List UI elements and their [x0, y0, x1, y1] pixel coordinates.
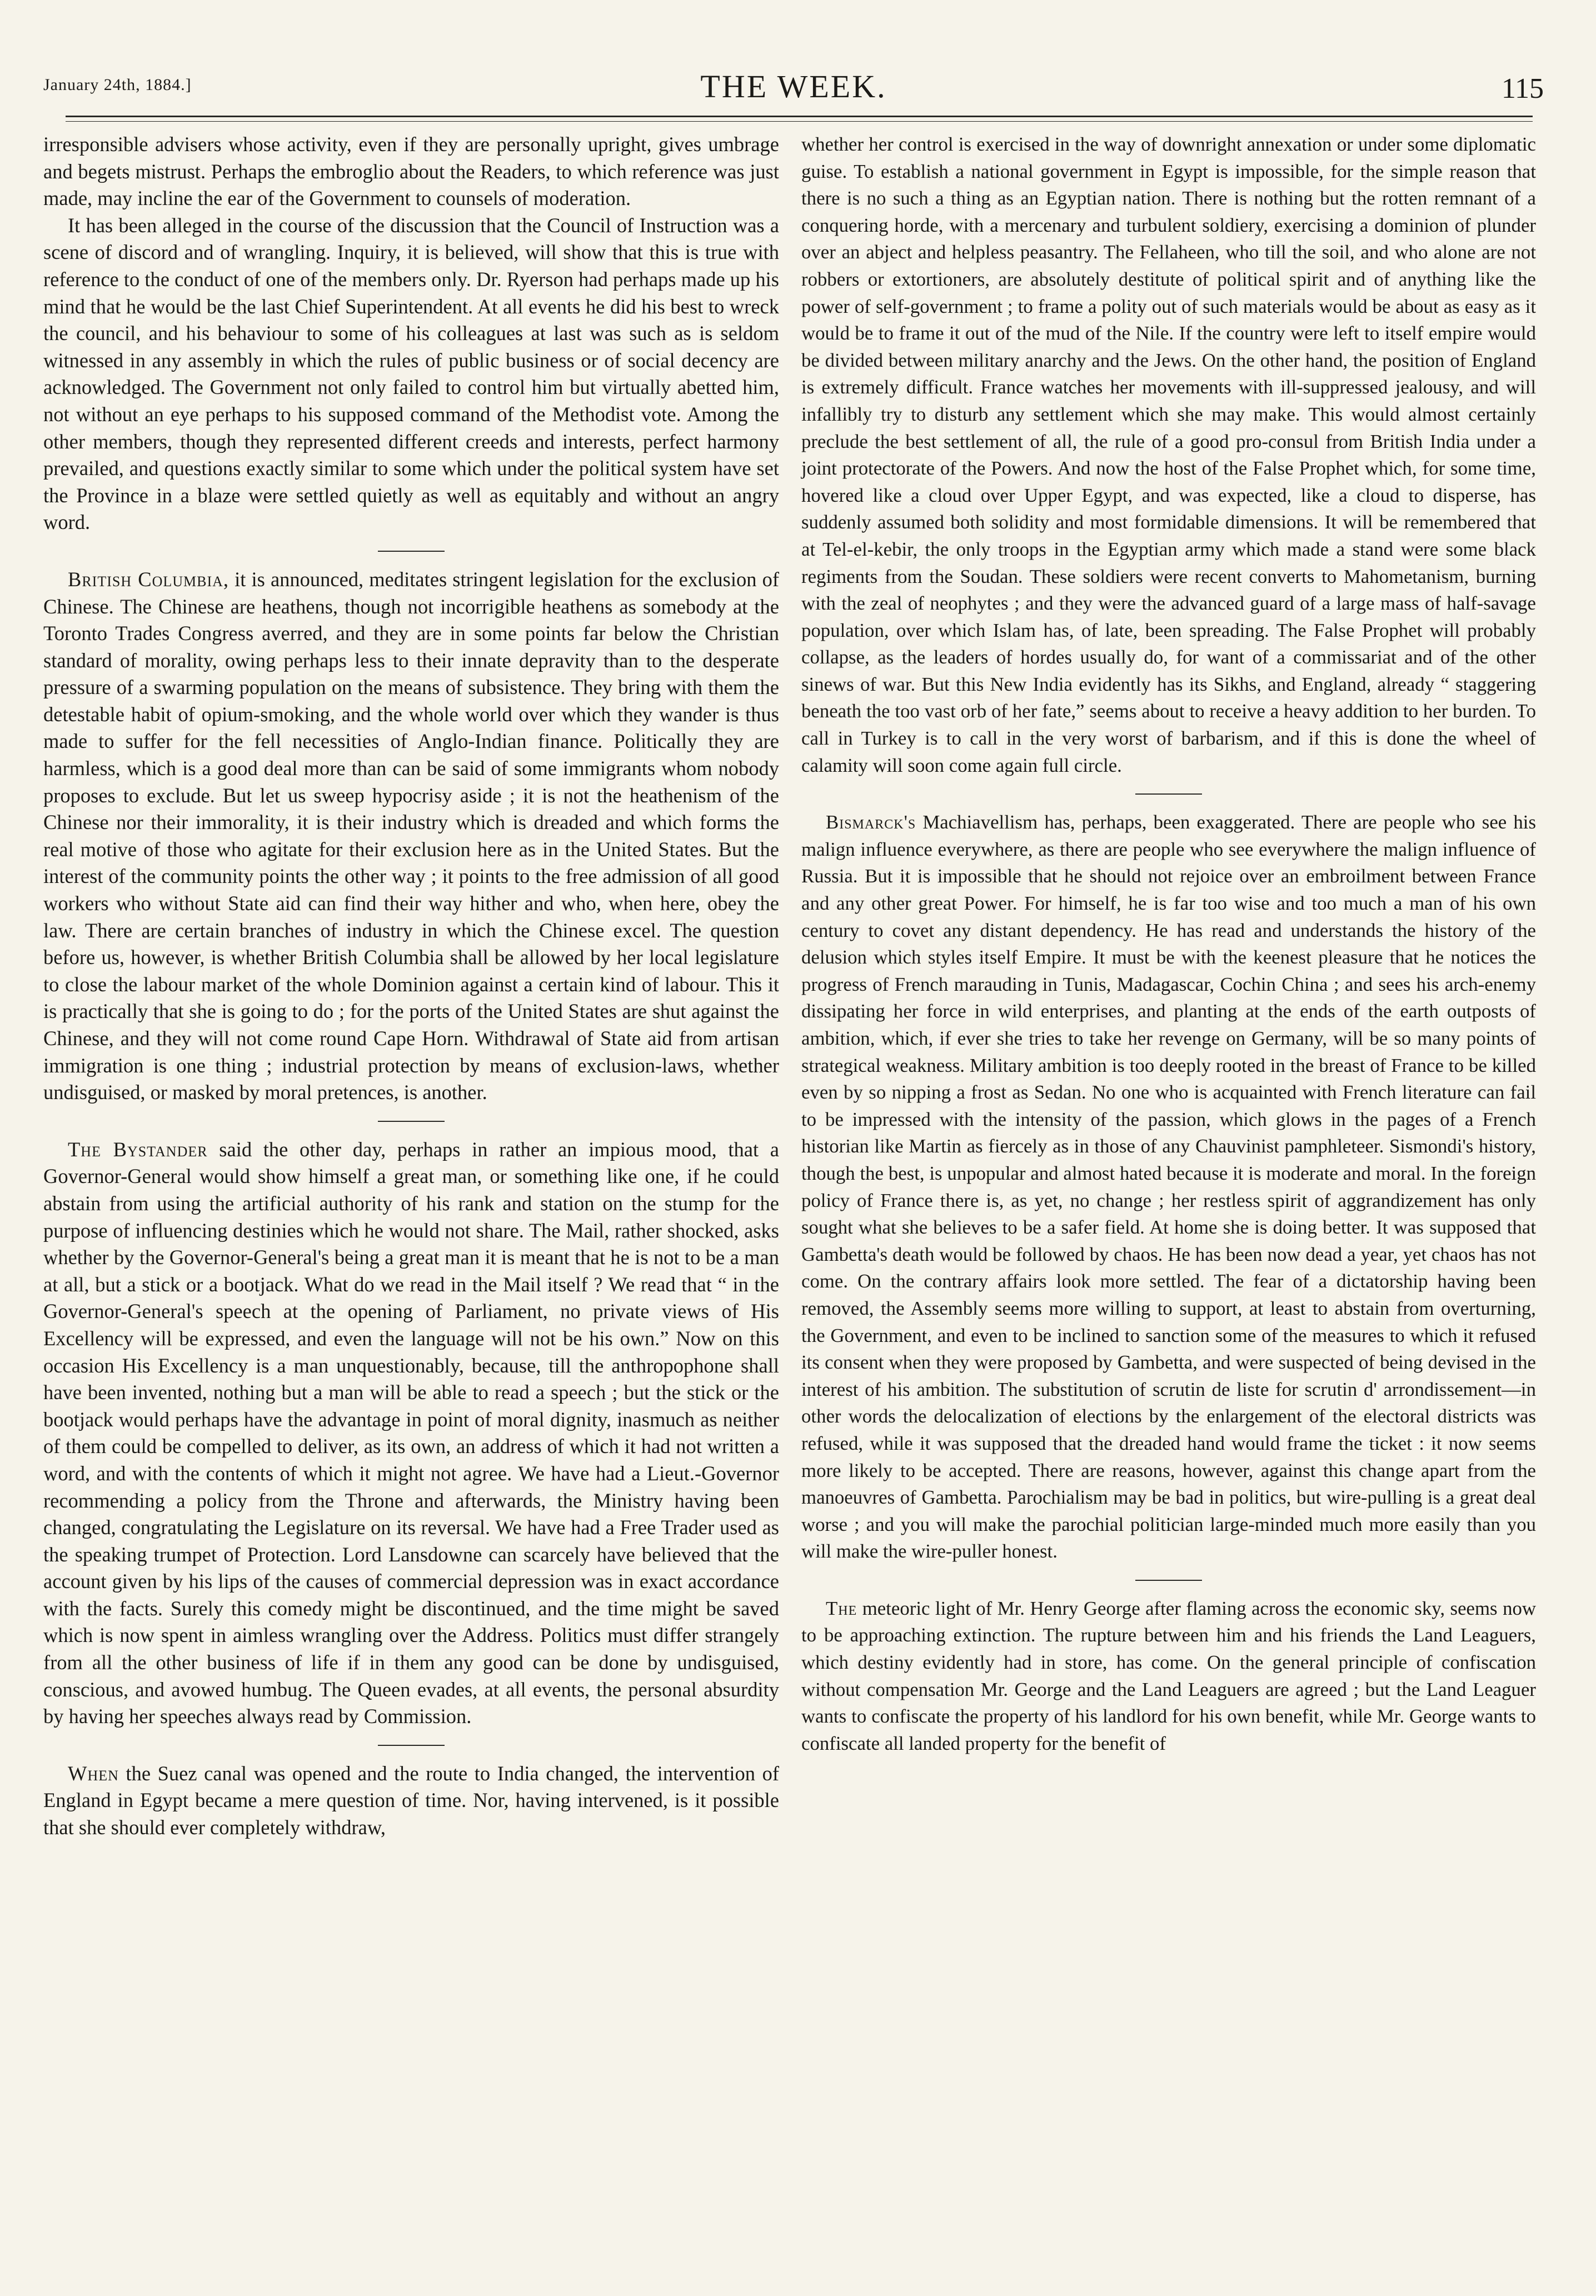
paragraph-text: It has been alleged in the course of the discussion that the Council of Instruction was a scene of discord and of wrangling. Inquiry, it is believed, will show that this is true with reference to the conduct of one of the members only. Dr. Ryerson had perhaps made up his mind that he would be the last Chief Superintendent. At all events he did his best to wreck the council, and his behaviour to some of his colleagues at last was such as is seldom witnessed in any assembly in which the rules of public business or of social decency are acknowledged. The Government not only failed to control him but virtually abetted him, not without an eye perhaps to his supposed command of the Methodist vote. Among the other members, though they represented different creeds and interests, perfect harmony prevailed, and questions exactly similar to some which under the political system have set the Province in a blaze were settled quietly as well as equitably and without an angry word.	[43, 213, 779, 534]
section-divider	[378, 1121, 445, 1122]
paragraph-text: irresponsible advisers whose activity, even if they are personally upright, gives umbrage and begets mistrust. Perhaps the embroglio about the Readers, to which reference was just made, may incline the ear of the Government to counsels of moderation.	[43, 133, 779, 210]
issue-date: January 24th, 1884.]	[43, 76, 192, 94]
paragraph-text: it is announced, meditates stringent legislation for the exclusion of Chinese. The Chinese are heathens, though not incorrigible heathens as somebody at the Toronto Trades Congress averred, and they are in some points far below the Christian standard of morality, owing perhaps less to their innate depravity than to the desperate pressure of a swarming population on the means of subsistence. They bring with them the detestable habit of opium-smoking, and the whole world over which they wander is thus made to suffer for the fell necessities of Anglo-Indian finance. Politically they are harmless, which is a good deal more than can be said of some immigrants whom nobody proposes to exclude. But let us sweep hypocrisy aside ; it is not the heathenism of the Chinese nor their immorality, it is their industry which is dreaded and which forms the real motive of those who agitate for their exclusion here as in the United States. But the interest of the community points the other way ; it points to the free admission of all good workers who without State aid can find their way hither and who, when here, obey the law. There are certain branches of industry in which the Chinese excel. The question before us, however, is whether British Columbia shall be allowed by her local legislature to close the labour market of the whole Dominion against a certain kind of labour. This it is practically that she is going to do ; for the ports of the United States are shut against the Chinese, and they will not come round Cape Horn. Withdrawal of State aid from artisan immigration is one thing ; industrial protection by means of exclusion-laws, whether undisguised, or masked by moral pretences, is another.	[43, 567, 779, 1104]
article-paragraph	[43, 1136, 779, 1730]
header-rule	[66, 116, 1533, 117]
paragraph-lead: The Bystander	[68, 1137, 208, 1161]
header-rule-thin	[66, 121, 1533, 122]
right-column	[801, 131, 1536, 1757]
publication-title: THE WEEK.	[700, 68, 887, 104]
page-number: 115	[1501, 73, 1544, 104]
paragraph-text: Machiavellism has, perhaps, been exaggerated. There are people who see his malign influence everywhere, as there are people who see everywhere the malign influence of Russia. But it is impossible that he should not rejoice over an embroilment between France and any other great Power. For himself, he is far too wise and too much a man of his own century to covet any distant dependency. He has read and understands the history of the delusion which styles itself Empire. It must be with the keenest pleasure that he notices the progress of French marauding in Tunis, Madagascar, Cochin China ; and sees his arch-enemy dissipating her force in wild enterprises, and planting at the ends of the earth outposts of ambition, which, if ever she tries to take her revenge on Germany, will be so many points of strategical weakness. Military ambition is too deeply rooted in the breast of France to be killed even by so nipping a frost as Sedan. No one who is acquainted with French literature can fail to be impressed with the intensity of the passion, which glows in the pages of a French historian like Martin as fiercely as in those of any Chauvinist pamphleteer. Sismondi's history, though the best, is unpopular and almost hated because it is moderate and moral. In the foreign policy of France there is, as yet, no change ; her restless spirit of aggrandizement has only sought what she believes to be a safer field. At home she is doing better. It was supposed that Gambetta's death would be followed by chaos. He has been now dead a year, yet chaos has not come. On the contrary affairs look more settled. The fear of a dictatorship having been removed, the Assembly seems more willing to support, at least to abstain from overturning, the Government, and even to be inclined to sanction some of the measures to which it refused its consent when they were proposed by Gambetta, and were suspected of being devised in the interest of his ambition. The substitution of scrutin de liste for scrutin d' arrondissement—in other words the delocalization of elections by the enlargement of the electoral districts was refused, while it was supposed that the dreaded hand would frame the ticket : it now seems more likely to be accepted. There are reasons, however, against this change apart from the manoeuvres of Gambetta. Parochialism may be bad in politics, but wire-pulling is a great deal worse ; and you will make the parochial politician large-minded much more easily than you will make the wire-puller honest.	[801, 811, 1536, 1563]
article-paragraph	[43, 566, 779, 1106]
paragraph-text: meteoric light of Mr. Henry George after flaming across the economic sky, seems now to be approaching extinction. The rupture between him and his friends the Land Leaguers, which destiny evidently had in store, has come. On the general principle of confiscation without compensation Mr. George and the Land Leaguers are agreed ; but the Land Leaguer wants to confiscate the property of his landlord for his own benefit, while Mr. George wants to confiscate all landed property for the benefit of	[801, 1597, 1536, 1754]
article-paragraph	[801, 809, 1536, 1565]
section-divider	[1135, 793, 1202, 795]
article-paragraph	[43, 1760, 779, 1841]
article-paragraph	[801, 1595, 1536, 1758]
paragraph-text: whether her control is exercised in the way of downright annexation or under some diplomatic guise. To establish a national government in Egypt is impossible, for the simple reason that there is no such a thing as an Egyptian nation. There is nothing but the rotten remnant of a conquering horde, with a mercenary and turbulent soldiery, exercising a dominion of plunder over an abject and helpless peasantry. The Fellaheen, who till the soil, and who alone are not robbers or extortioners, are absolutely destitute of political spirit and of anything like the power of self-government ; to frame a polity out of such materials would be about as easy as it would be to frame it out of the mud of the Nile. If the country were left to itself empire would be divided between military anarchy and the Jews. On the other hand, the position of England is extremely difficult. France watches her movements with ill-suppressed jealousy, and will infallibly try to disturb any settlement which she may make. This would almost certainly preclude the best settlement of all, the rule of a good pro-consul from British India under a joint protectorate of the Powers. And now the host of the False Prophet which, for some time, hovered like a cloud over Upper Egypt, and was expected, like a cloud to disperse, has suddenly assumed both solidity and most formidable dimensions. It will be remembered that at Tel-el-kebir, the only troops in the Egyptian army which made a stand were some black regiments from the Soudan. These soldiers were recent converts to Mahometanism, burning with the zeal of neophytes ; and they were the advanced guard of a large mass of half-savage population, over which Islam has, of late, been spreading. The False Prophet will probably collapse, as the leaders of hordes usually do, for want of a commissariat and of the other sinews of war. But this New India evidently has its Sikhs, and England, already “ staggering beneath the too vast orb of her fate,” seems about to receive a heavy addition to her burden. To call in Turkey is to call in the very worst of barbarism, and if this is done the wheel of calamity will soon come again full circle.	[801, 133, 1536, 776]
article-paragraph	[801, 131, 1536, 779]
page-header	[43, 58, 1544, 113]
paragraph-text: the Suez canal was opened and the route to India changed, the intervention of England in Egypt became a mere question of time. Nor, having intervened, is it possible that she should ever completely withdraw,	[43, 1761, 779, 1839]
article-paragraph	[43, 212, 779, 536]
section-divider	[378, 551, 445, 552]
paragraph-lead: Bismarck's	[826, 811, 916, 833]
paragraph-lead: The	[826, 1597, 857, 1619]
paragraph-lead: When	[68, 1761, 119, 1785]
paragraph-text: said the other day, perhaps in rather an impious mood, that a Governor-General would show himself a great man, or something like one, if he could abstain from using the artificial authority of his rank and station on the stump for the purpose of influencing destinies which he would not share. The Mail, rather shocked, asks whether by the Governor-General's being a great man it is meant that he is not to be a man at all, but a stick or a bootjack. What do we read in the Mail itself ? We read that “ in the Governor-General's speech at the opening of Parliament, no private views of His Excellency will be expressed, and even the language will not be his own.” Now on this occasion His Excellency is a man unquestionably, because, till the anthropophone shall have been invented, nothing but a man will be able to read a speech ; but the stick or the bootjack would perhaps have the advantage in point of moral dignity, inasmuch as neither of them could be compelled to deliver, as its own, an address of which it had not written a word, and with the contents of which it might not agree. We have had a Lieut.-Governor recommending a policy from the Throne and afterwards, the Ministry having been changed, congratulating the Legislature on its reversal. We have had a Free Trader used as the speaking trumpet of Protection. Lord Lansdowne can scarcely have believed that the account given by his lips of the causes of commercial depression was in exact accordance with the facts. Surely this comedy might be discontinued, and the time might be saved which is now spent in aimless wrangling over the Address. Politics must differ strangely from all the other business of life if in them any good can be done by undisguised, conscious, and avowed humbug. The Queen evades, at all events, the personal absurdity by having her speeches always read by Commission.	[43, 1137, 780, 1728]
article-paragraph	[43, 131, 779, 212]
paragraph-lead: British Columbia,	[68, 567, 230, 591]
section-divider	[378, 1745, 445, 1746]
left-column	[43, 131, 779, 1841]
section-divider	[1135, 1580, 1202, 1581]
